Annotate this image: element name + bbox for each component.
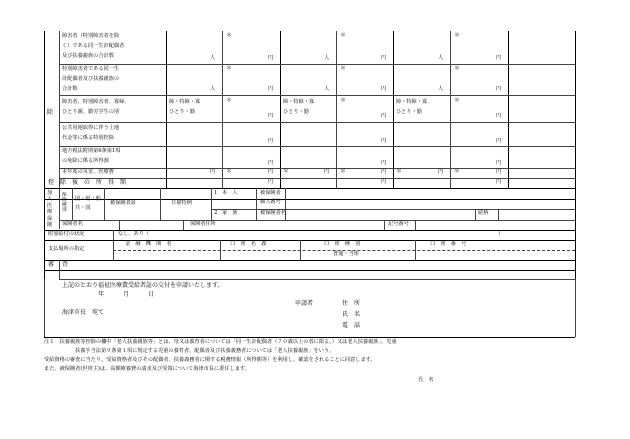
asterisk-mark: ＊ (226, 97, 233, 104)
note-1-continued: 扶養手当法第９条第１項に規定する児童の養育者、配偶者及び扶養義務者については「老人扶養親族」をいう。 (75, 348, 335, 354)
review-label-2: 査 (62, 261, 69, 268)
asterisk-mark: ＊ (340, 168, 347, 175)
unit-yen: 円 (496, 55, 502, 61)
after-deduction-label: 控 除 後 の 所 得 額 (48, 179, 127, 186)
payment-label: 支払場所の指定 (48, 246, 85, 252)
insured-card-label: 被保険者証 (110, 200, 136, 206)
consent-text: 受給資格の審査に当たり、受給資格者及びその配偶者、扶養義務者に関する税務情報（所得額等）を利用し、確認をされることに同意します。 (44, 357, 376, 363)
insured-person-label: 被保険者 (260, 190, 281, 196)
account-type-header: 口 座 種 別 (324, 241, 361, 247)
asterisk-mark: ＊ (396, 168, 403, 175)
unit-person: 人 (438, 55, 444, 61)
disability-options: 障・特障・寡 (396, 99, 428, 105)
supplement-value: なし、あり（ (118, 231, 150, 237)
review-label: 審 (48, 261, 55, 268)
bank-name-header: 金 融 機 関 名 (125, 241, 172, 247)
insured-name-label: 被保険者名 (260, 210, 286, 216)
address-label: 住 所 (342, 300, 361, 307)
self-label: 本 人 (222, 190, 238, 196)
relation-label: 続柄 (478, 210, 489, 216)
supplement-label: 附加給付の状況 (48, 231, 85, 237)
date-month: 月 (123, 291, 130, 298)
unit-yen: 円 (268, 55, 274, 61)
asterisk-mark: ＊ (340, 32, 347, 39)
family-label: 家 族 (222, 210, 238, 216)
unit-person: 人 (324, 55, 330, 61)
asterisk-mark: ＊ (454, 168, 461, 175)
insurance-side-label: 加 入 医 療 保 険 (47, 190, 53, 229)
day-worker-special-label: 日雇特例 (171, 200, 192, 206)
name-label: 氏 名 (342, 311, 361, 318)
symbol-number-label: 記号番号 (388, 221, 409, 227)
insurer-address-label: 保険者住所 (190, 221, 216, 227)
application-statement: 上記のとおり福祉医療費受給者証の交付を申請いたします。 (62, 282, 224, 289)
disability-options: 障・特障・寡 (169, 99, 201, 105)
asterisk-mark: ＊ (283, 168, 290, 175)
date-day: 日 (148, 291, 155, 298)
asterisk-mark: ＊ (226, 168, 233, 175)
account-number-header: 口 座 番 号 (430, 241, 467, 247)
asterisk-mark: ＊ (454, 32, 461, 39)
asterisk-mark: ＊ (340, 97, 347, 104)
date-year: 年 (98, 291, 105, 298)
addressee: 海津市長 宛て (62, 309, 105, 316)
insurer-name-label: 保険者名 (62, 221, 83, 227)
disability-options: 障・特障・寡 (283, 99, 315, 105)
unit-yen: 円 (381, 55, 387, 61)
account-holder-header: 口 座 名 義 (230, 241, 267, 247)
delegation-text: また、被保険者(世帯主)は、高額療養費の請求及び受領について海津市長に委任します。 (44, 366, 250, 372)
insurance-kind-label: 保険種別 (62, 193, 67, 213)
insurance-kinds: 国・組・船 (75, 196, 101, 202)
account-type-options: 普通・当座 (333, 251, 359, 257)
phone-label: 電 話 (342, 322, 361, 329)
deduction-side-label: 除 (47, 109, 54, 116)
unit-person: 人 (210, 55, 216, 61)
applicant-label: 申請者 (295, 300, 314, 307)
asterisk-mark: ＊ (226, 65, 233, 72)
signature-label: 氏 名 (418, 377, 434, 383)
note-1: 注１ 扶養親族等控除の欄中「老人扶養親族等」とは、母又は養育者については「同一生計配偶者（７０歳以上の者に限る。）又は老人扶養親族」、児童 (44, 339, 397, 345)
asterisk-mark: ＊ (454, 65, 461, 72)
asterisk-mark: ＊ (340, 65, 347, 72)
asterisk-mark: ＊ (226, 32, 233, 39)
personal-number-label: 個人番号 (260, 199, 281, 205)
asterisk-mark: ＊ (454, 97, 461, 104)
